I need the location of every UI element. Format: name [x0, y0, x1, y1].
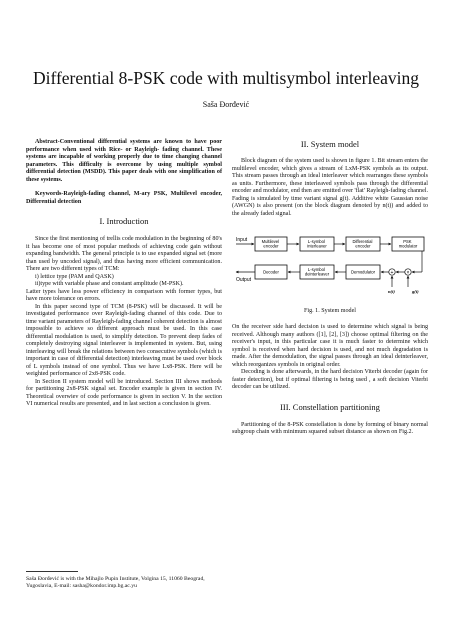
mle-line2: encoder [263, 243, 279, 249]
block-l-symbol-deinterleaver-label: L-symbol deinterleaver [304, 267, 330, 277]
partitioning-paragraph-1: Partitioning of the 8-PSK constellation is done by forming of binary normal subgroup chain with minimum squared subset distance as shown on Fig.2. [232, 421, 428, 435]
fading-label: g(t) [412, 289, 419, 294]
left-column [26, 139, 222, 409]
system-model-paragraph-2: On the receiver side hard decision is used to determine which signal is being received. Although many authors ([1], [2], [3]) choose optimal filtering on the receiver's input, in this particular case it is much faster to determine which symbol is received when hard decision is used, and not much degradation is made. After the demodulation, the signal passes through an ideal deinterleaver, which reorganizes symbols in original order. [232, 324, 428, 368]
block-demodulator-label: Demodulator [351, 269, 375, 275]
intro-list-item-i: i) lettice type (PAM and QASK) [35, 273, 114, 280]
block-decoder-label: Decoder [263, 269, 279, 275]
section-heading-constellation-partitioning: III. Constellation partitioning [280, 401, 380, 412]
footnote-rule [26, 571, 78, 572]
figure-caption: Fig. 1. System model [304, 308, 356, 314]
right-column [232, 139, 428, 437]
keywords: Keywords-Rayleigh-fading channel, M-ary PSK, Multilevel encoder, Differential detection [26, 191, 222, 205]
system-model-figure [232, 227, 428, 302]
noise-label: n(t) [388, 289, 395, 294]
section-heading-introduction: I. Introduction [99, 216, 149, 226]
block-diagram [232, 227, 428, 302]
intro-list-item-ii: ii)type with variable phase and constant amplitude (M-PSK). [35, 281, 184, 287]
section-heading-system-model: II. System model [300, 139, 360, 149]
intro-paragraph-3: In Section II system model will be introduced. Section III shows methods for partitioning 2x8-PSK signal set. Encoder example is given in section IV. Theoretical overwiev of code performance is given in section V. In the section VI numerical results are presented, and in last section a conclusion is given. [26, 378, 222, 407]
mle-line1: Multilevel [261, 239, 280, 244]
input-label: Input [236, 237, 248, 243]
block-differential-encoder-label: Differential encoder [352, 239, 373, 249]
system-model-paragraph-3: Decoding is done afterwards, in the hard decision Viterbi decoder (again for faster detection), but if optimal filtering is being used , a soft decision Viterbi decoder can be utilized. [232, 369, 428, 390]
abstract: Abstract-Conventional differential systems are known to have poor performance when used with Rice- or Rayleigh- fading channel. These systems are incapable of working properly due to time changing channel parameters. This difficulty is overcome by using multiple symbol differential detection (MSDD). This paper deals with one simplification of these systems. [26, 139, 222, 183]
multiplier-symbol: × [406, 270, 410, 276]
paper-author: Saša Đorđević [202, 100, 250, 109]
block-multilevel-encoder-label [262, 239, 281, 249]
author-footnote: Saša Đorđević is with the Mihajlo Pupin Institute, Volgina 15, 11060 Beograd, Yugoslavia, E-mail: sasha@kondor.imp.bg.ac.yu [26, 576, 205, 590]
intro-paragraph-1: Since the first mentioning of trellis code modulation in the beginning of 80's it has become one of most popular methods of achieving code gain without expanding bandwidth. The general principle is to use expanded signal set (more than used by uncoded signal), and thus having more efficient communication. There are two different types of TCM: [26, 236, 222, 272]
system-model-paragraph-1: Block diagram of the system used is shown in figure 1. Bit stream enters the multilevel encoder, which gives a stream of LxM-PSK symbols as its output. This stream passes through an ideal interleaver which rearranges these symbols as units. Furthermore, these interleaved symbols pass through the differential encoder and modulator, end then are emitted over 'flat' Rayleigh-fading channel. Fading is simulated by time variant signal g(t). Additive white Gaussian noise (AWGN) is also present (on the block diagram denoted by n(t)) and added to the already faded signal. [232, 158, 428, 217]
paper-title: Differential 8-PSK code with multisymbol interleaving [32, 68, 420, 88]
adder-symbol: + [390, 270, 394, 276]
output-label: Output [236, 277, 252, 283]
intro-paragraph-1-continued: Latter types have less power efficiency in comparison with former types, but have more tolerance on errors. [26, 288, 222, 302]
block-l-symbol-interleaver-label: L-symbol interleaver [307, 239, 327, 249]
intro-paragraph-2: In this paper second type of TCM (8-PSK) will be discussed. It will be investigated performance over Rayleigh-fading channel of this code. Due to time variant parameters of Rayleigh-fading channel coherent detection is almost impossible to achieve so different approach must be used. In this case differential modulation is used, to simplify detection. To prevent deep fades of completely destroying signal interleaver is implemented in system. But, using interleaving will break the relations between two consecutive symbols (which is important in case of differential detection) interleaving must be used over block of L symbols instead of one symbol. Thus we have Lx8-PSK. Here will be weighted performance of 2x8-PSK code. [26, 303, 222, 377]
block-psk-modulator-label: PSK modulator [398, 239, 418, 249]
